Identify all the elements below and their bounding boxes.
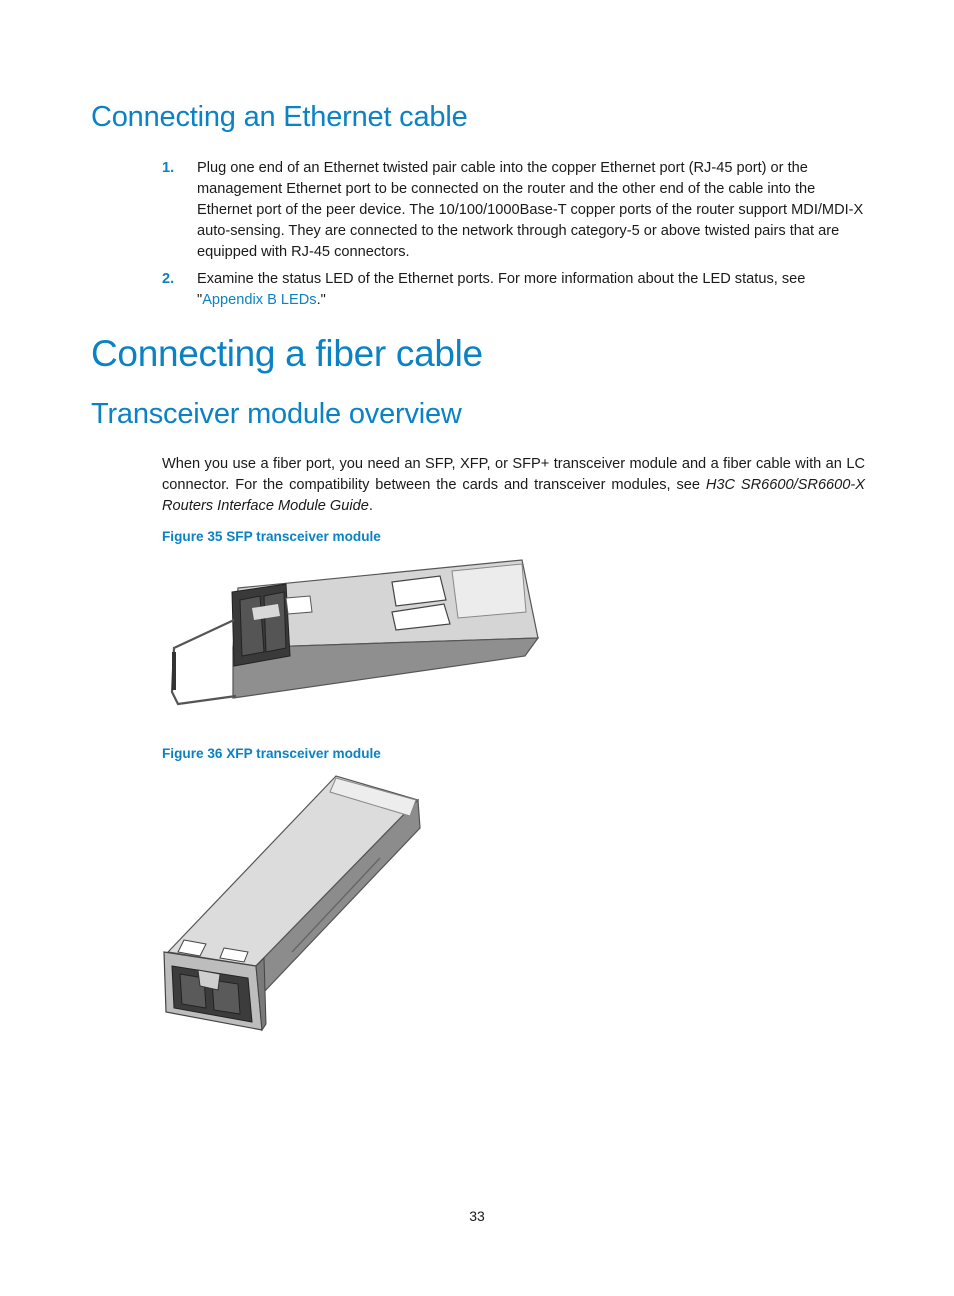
- list-item: [162, 158, 866, 263]
- step-text: Plug one end of an Ethernet twisted pair cable into the copper Ethernet port (RJ-45 port) or the management Ethernet port to be connected on the router and the other end of the cable into the Ethernet port of the peer device. The 10/100/1000Base-T copper ports of the router support MDI/MDI-X auto-sensing. They are connected to the network through category-5 or above twisted pairs that are equipped with RJ-45 connectors.: [197, 160, 864, 260]
- step-number: 2.: [162, 271, 175, 287]
- transceiver-paragraph: When you use a fiber port, you need an SFP, XFP, or SFP+ transceiver module and a fiber cable with an LC connector. For the compatibility between the cards and transceiver modules, see H3C SR6600/SR6600-X Routers Interface Module Guide.: [162, 456, 866, 514]
- guide-title: H3C SR6600/SR6600-X Routers Interface Module Guide: [162, 477, 866, 514]
- step-text-end: .": [316, 292, 326, 308]
- section-title-ethernet: Connecting an Ethernet cable: [91, 101, 468, 133]
- step-number: 1.: [162, 160, 175, 176]
- appendix-b-leds-link[interactable]: Appendix B LEDs: [202, 292, 317, 308]
- section-title-transceiver: Transceiver module overview: [91, 398, 462, 430]
- sfp-transceiver-illustration: [160, 556, 540, 712]
- ethernet-steps-list: [162, 158, 866, 317]
- figure-35-caption: Figure 35 SFP transceiver module: [162, 529, 381, 544]
- xfp-transceiver-illustration: [160, 772, 422, 1038]
- page-number: 33: [469, 1208, 485, 1224]
- list-item: [162, 269, 866, 311]
- step-text: Examine the status LED of the Ethernet ports. For more information about the LED status, see ": [197, 271, 806, 308]
- chapter-title-fiber: Connecting a fiber cable: [91, 333, 483, 374]
- figure-36-caption: Figure 36 XFP transceiver module: [162, 746, 381, 761]
